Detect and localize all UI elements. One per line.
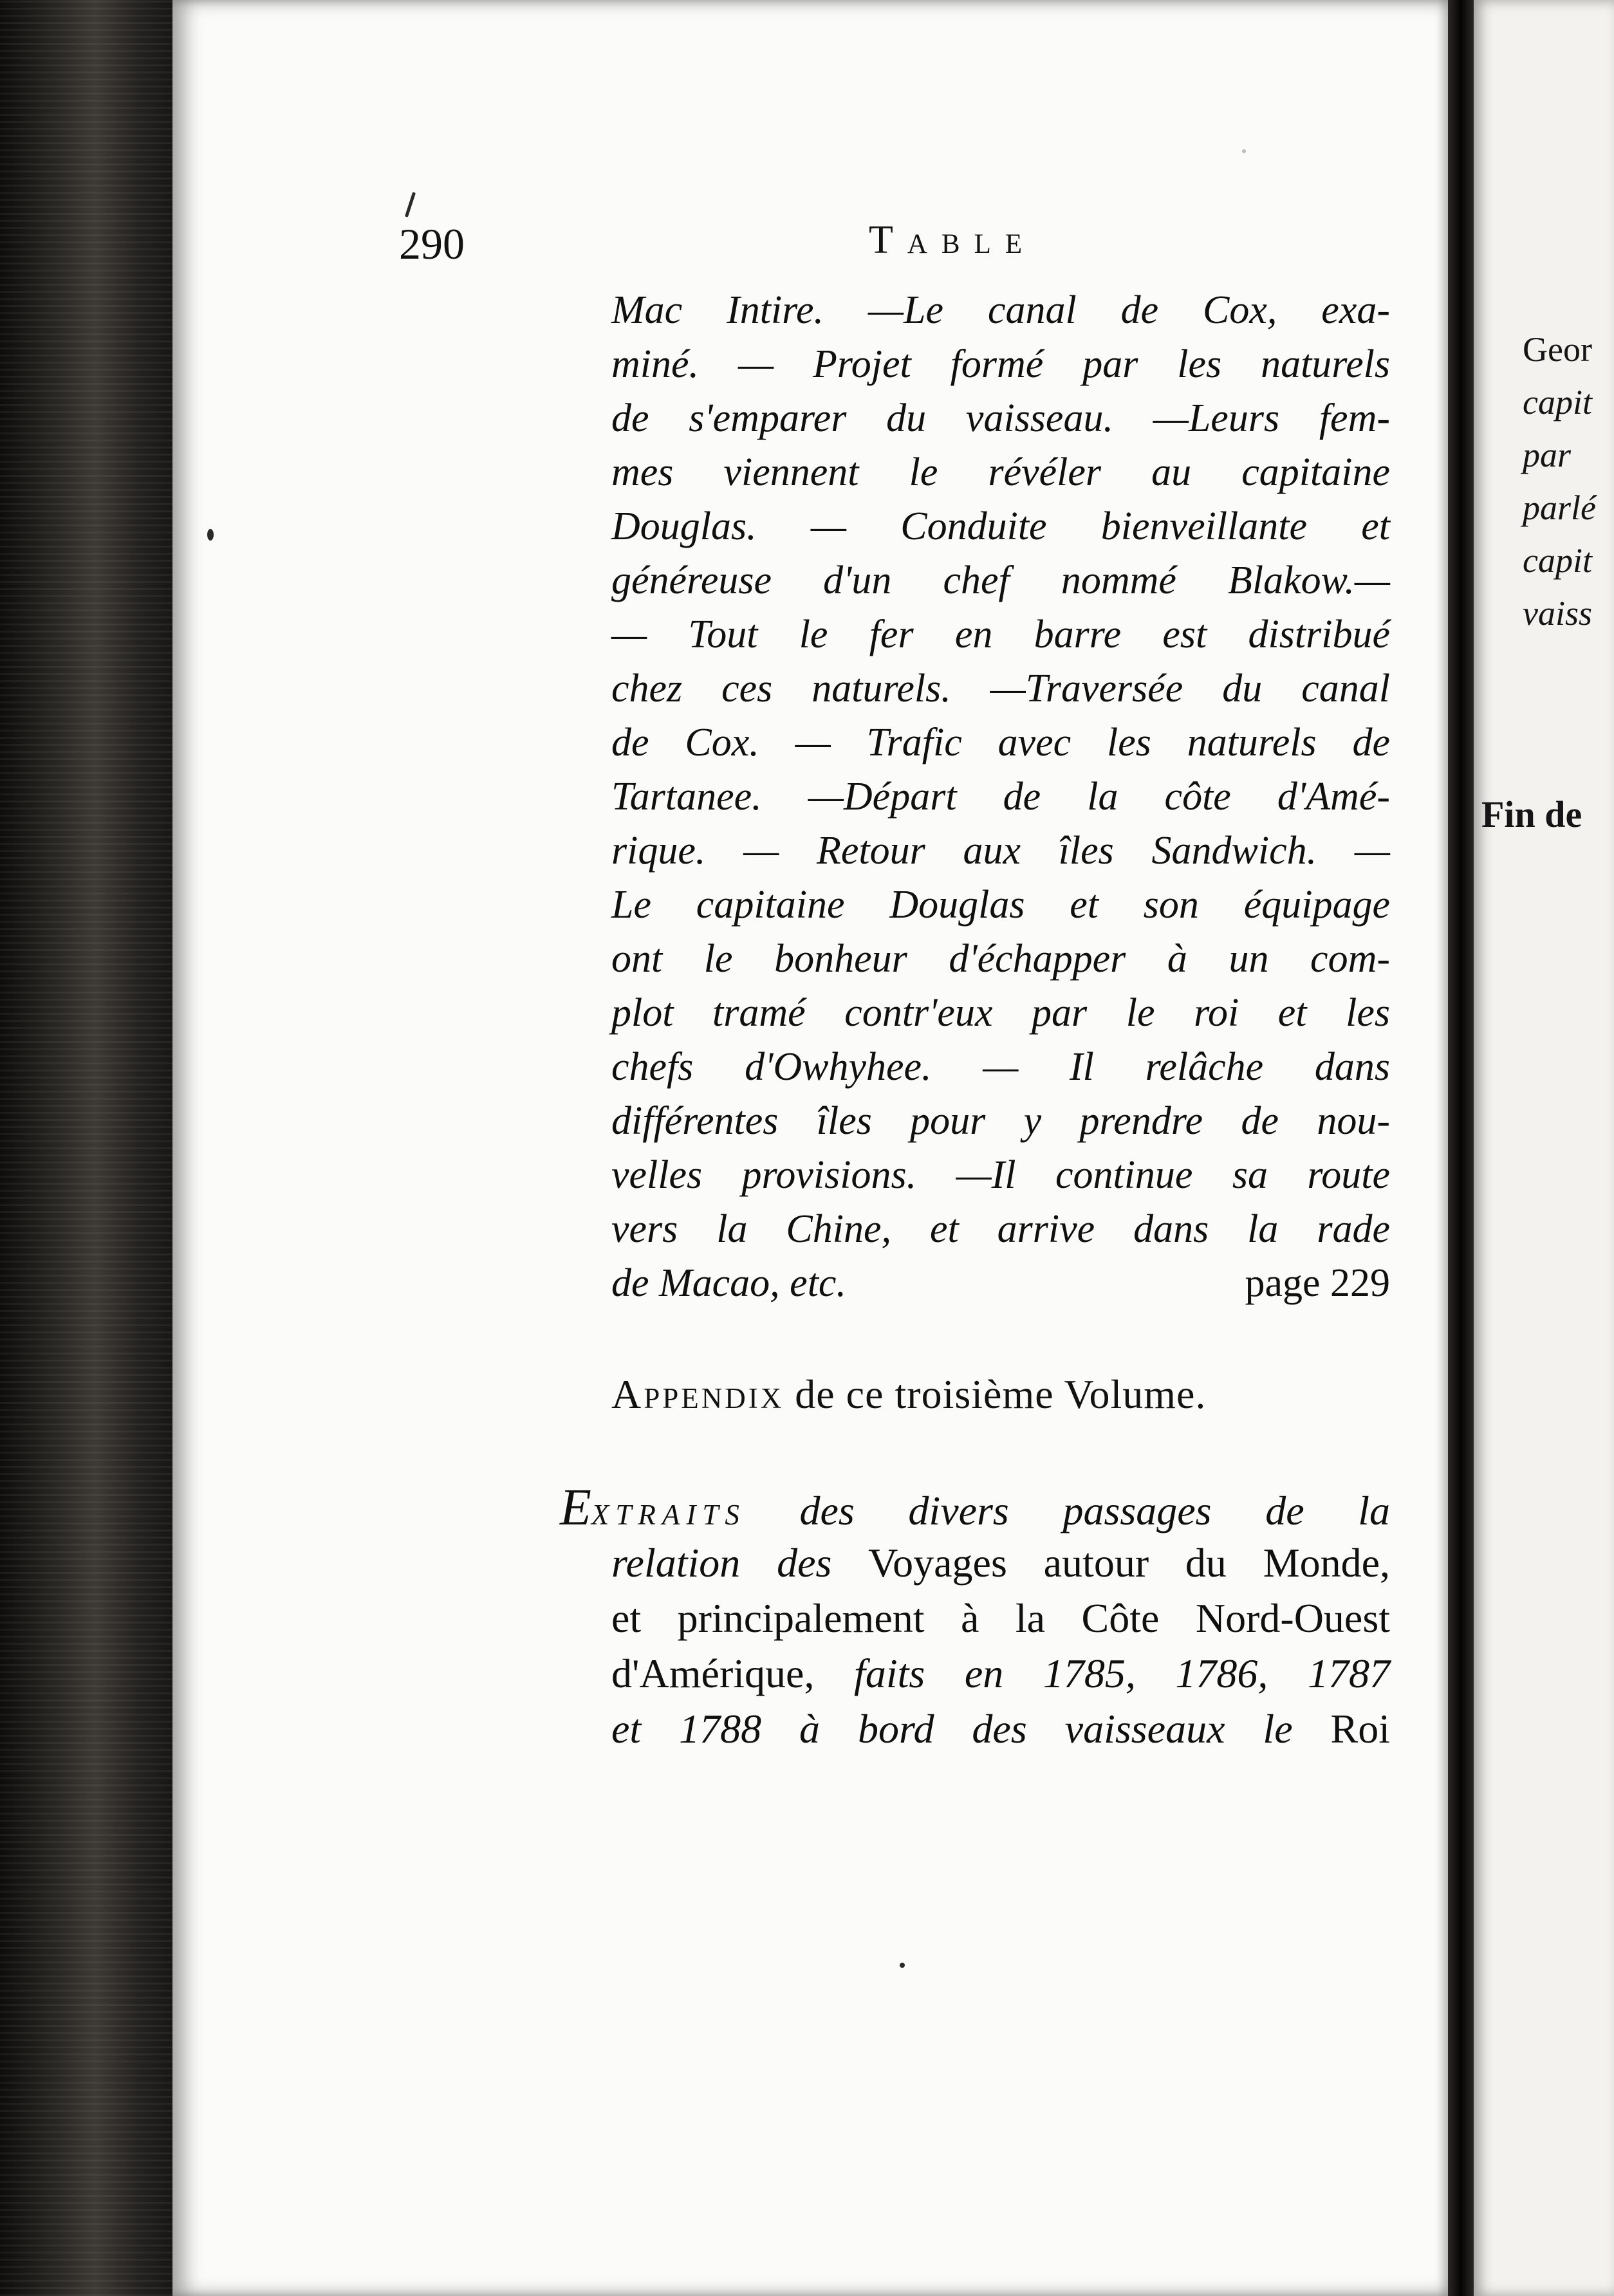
entry-line: chefs d'Owhyhee. — Il relâche dans bbox=[611, 1045, 1390, 1089]
page-number: 290 bbox=[399, 219, 465, 268]
entry-line: Douglas. — Conduite bienveillante et bbox=[611, 505, 1390, 548]
right-page-line: parlé bbox=[1523, 488, 1596, 527]
entry-line: différentes îles pour y prendre de nou- bbox=[611, 1099, 1390, 1143]
entry-line: — Tout le fer en barre est distribué bbox=[611, 613, 1390, 656]
running-head: Table bbox=[869, 218, 1037, 262]
entry-line: mes viennent le révéler au capitaine bbox=[611, 450, 1390, 494]
text-italic: faits en 1785, 1786, 1787 bbox=[854, 1651, 1391, 1696]
ink-speck bbox=[1242, 149, 1246, 153]
extraits-line bbox=[560, 1480, 1390, 1539]
entry-line: rique. — Retour aux îles Sandwich. — bbox=[611, 829, 1390, 873]
extraits-line bbox=[611, 1535, 1390, 1591]
entry-line: Tartanee. —Départ de la côte d'Amé- bbox=[611, 775, 1390, 819]
extraits-line bbox=[611, 1701, 1390, 1757]
entry-line: de Cox. — Trafic avec les naturels de bbox=[611, 721, 1390, 764]
ink-speck bbox=[207, 529, 214, 541]
text-roman: Roi bbox=[1330, 1706, 1390, 1752]
extraits-word: xtraits bbox=[591, 1488, 746, 1533]
entry-line: chez ces naturels. —Traversée du canal bbox=[611, 667, 1390, 710]
extraits-line: et principalement à la Côte Nord-Ouest bbox=[611, 1595, 1390, 1641]
drop-initial: E bbox=[560, 1479, 591, 1536]
binding-texture bbox=[0, 0, 174, 2296]
page-gutter bbox=[1448, 0, 1474, 2296]
right-page-line: capit bbox=[1523, 541, 1592, 580]
right-page-line: par bbox=[1523, 436, 1572, 474]
ink-speck bbox=[900, 1963, 905, 1968]
right-page-fin: Fin de bbox=[1481, 793, 1582, 835]
entry-line: vers la Chine, et arrive dans la rade bbox=[611, 1207, 1390, 1251]
text-roman: d'Amérique, bbox=[611, 1651, 855, 1696]
text-italic: des bbox=[740, 1540, 869, 1586]
entry-line: Le capitaine Douglas et son équipage bbox=[611, 883, 1390, 927]
appendix-heading bbox=[611, 1371, 1206, 1418]
entry-line: de Macao, etc. bbox=[611, 1261, 846, 1305]
entry-line: miné. — Projet formé par les naturels bbox=[611, 342, 1390, 386]
entry-line: plot tramé contr'eux par le roi et les bbox=[611, 991, 1390, 1035]
entry-line: généreuse d'un chef nommé Blakow.— bbox=[611, 559, 1390, 602]
entry-line: velles provisions. —Il continue sa route bbox=[611, 1153, 1390, 1197]
page-reference: page 229 bbox=[1245, 1261, 1390, 1305]
right-page-line: Geor bbox=[1523, 330, 1592, 369]
entry-line: de s'emparer du vaisseau. —Leurs fem- bbox=[611, 396, 1390, 440]
right-page-line: vaiss bbox=[1523, 594, 1592, 633]
entry-last-line bbox=[611, 1256, 1390, 1310]
appendix-word: Appendix bbox=[611, 1371, 784, 1417]
text-italic: relation bbox=[611, 1540, 741, 1586]
entry-line: ont le bonheur d'échapper à un com- bbox=[611, 937, 1390, 981]
extraits-line bbox=[611, 1646, 1390, 1701]
text-italic: et 1788 à bord des vaisseaux le bbox=[611, 1706, 1331, 1752]
appendix-heading-rest: de ce troisième Volume. bbox=[784, 1371, 1207, 1417]
text-roman: Voyages autour du Monde, bbox=[868, 1540, 1390, 1586]
entry-line: Mac Intire. —Le canal de Cox, exa- bbox=[611, 288, 1390, 332]
right-page-line: capit bbox=[1523, 383, 1592, 421]
extraits-line-rest: des divers passages de la bbox=[745, 1488, 1390, 1533]
right-page-fragment bbox=[1474, 0, 1614, 2296]
